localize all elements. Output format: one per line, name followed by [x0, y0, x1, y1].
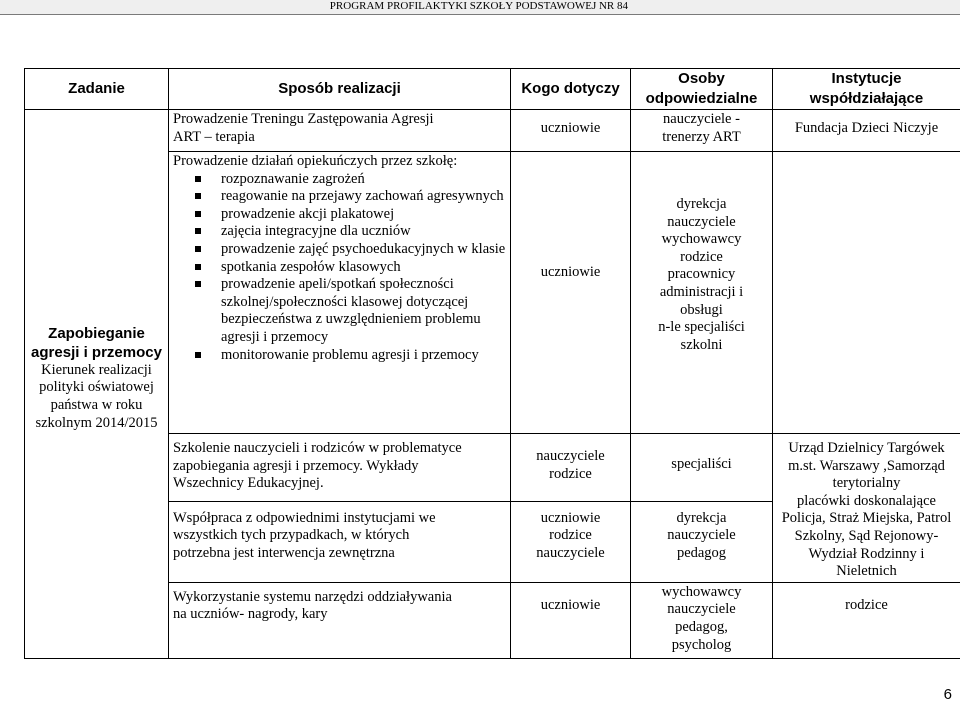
target-cell: nauczyciele rodzice	[511, 434, 631, 502]
list-item: prowadzenie zajęć psychoedukacyjnych w klasie	[173, 241, 506, 259]
task-cell	[25, 110, 169, 659]
prevention-plan-table	[24, 68, 960, 659]
partners-cell: Urząd Dzielnicy Targówek m.st. Warszawy ,Samorząd terytorialny placówki doskonalające Policja, Straż Miejska, Patrol Szkolny, Sąd Rejonowy- Wydział Rodzinny i Nieletnich	[773, 434, 960, 583]
task-title-2: agresji i przemocy	[31, 343, 162, 361]
header-target: Kogo dotyczy	[511, 69, 631, 110]
table-header-row	[25, 69, 960, 110]
task-desc-line: szkolnym 2014/2015	[35, 414, 158, 431]
method-cell: Wykorzystanie systemu narzędzi oddziaływania na uczniów- nagrody, kary	[169, 582, 511, 658]
responsible-cell: dyrekcja nauczyciele wychowawcy rodzice pracownicy administracji i obsługi n-le specjaliści szkolni	[631, 152, 773, 434]
method-cell: Współpraca z odpowiednimi instytucjami we wszystkich tych przypadkach, w których potrzebna jest interwencja zewnętrzna	[169, 501, 511, 582]
target-cell: uczniowie	[511, 110, 631, 152]
partners-cell: rodzice	[773, 582, 960, 658]
responsible-cell: wychowawcy nauczyciele pedagog, psycholog	[631, 582, 773, 658]
list-item: zajęcia integracyjne dla uczniów	[173, 223, 506, 241]
task-desc-line: polityki oświatowej	[39, 379, 154, 396]
method-intro: Prowadzenie działań opiekuńczych przez szkołę:	[173, 153, 458, 169]
partners-cell	[773, 152, 960, 434]
header-responsible: Osoby odpowiedzialne	[631, 69, 773, 110]
method-cell	[169, 152, 511, 434]
table-row	[25, 110, 960, 152]
method-cell: Szkolenie nauczycieli i rodziców w problematyce zapobiegania agresji i przemocy. Wykłady Wszechnicy Edukacyjnej.	[169, 434, 511, 502]
responsible-cell: nauczyciele - trenerzy ART	[631, 110, 773, 152]
responsible-cell: dyrekcja nauczyciele pedagog	[631, 501, 773, 582]
list-item: monitorowanie problemu agresji i przemocy	[173, 347, 506, 365]
target-cell: uczniowie rodzice nauczyciele	[511, 501, 631, 582]
target-cell: uczniowie	[511, 582, 631, 658]
task-desc-line: Kierunek realizacji	[41, 361, 152, 378]
list-item: rozpoznawanie zagrożeń	[173, 171, 506, 189]
header-partners: Instytucje współdziałające	[773, 69, 960, 110]
activity-list	[173, 171, 506, 365]
target-cell: uczniowie	[511, 152, 631, 434]
responsible-cell: specjaliści	[631, 434, 773, 502]
partners-cell: Fundacja Dzieci Niczyje	[773, 110, 960, 152]
document-header	[0, 0, 960, 15]
list-item: reagowanie na przejawy zachowań agresywnych	[173, 188, 506, 206]
header-method: Sposób realizacji	[169, 69, 511, 110]
header-title: PROGRAM PROFILAKTYKI SZKOŁY PODSTAWOWEJ NR 84	[329, 0, 628, 12]
method-cell: Prowadzenie Treningu Zastępowania Agresji ART – terapia	[169, 110, 511, 152]
header-task: Zadanie	[25, 69, 169, 110]
task-title: Zapobieganie	[48, 324, 145, 342]
list-item: prowadzenie apeli/spotkań społeczności szkolnej/społeczności klasowej dotyczącej bezpieczeństwa z uwzględnieniem problemu agresji i przemocy	[173, 276, 506, 346]
list-item: prowadzenie akcji plakatowej	[173, 206, 506, 224]
list-item: spotkania zespołów klasowych	[173, 259, 506, 277]
page-number: 6	[943, 686, 952, 703]
task-desc-line: państwa w roku	[50, 397, 143, 413]
